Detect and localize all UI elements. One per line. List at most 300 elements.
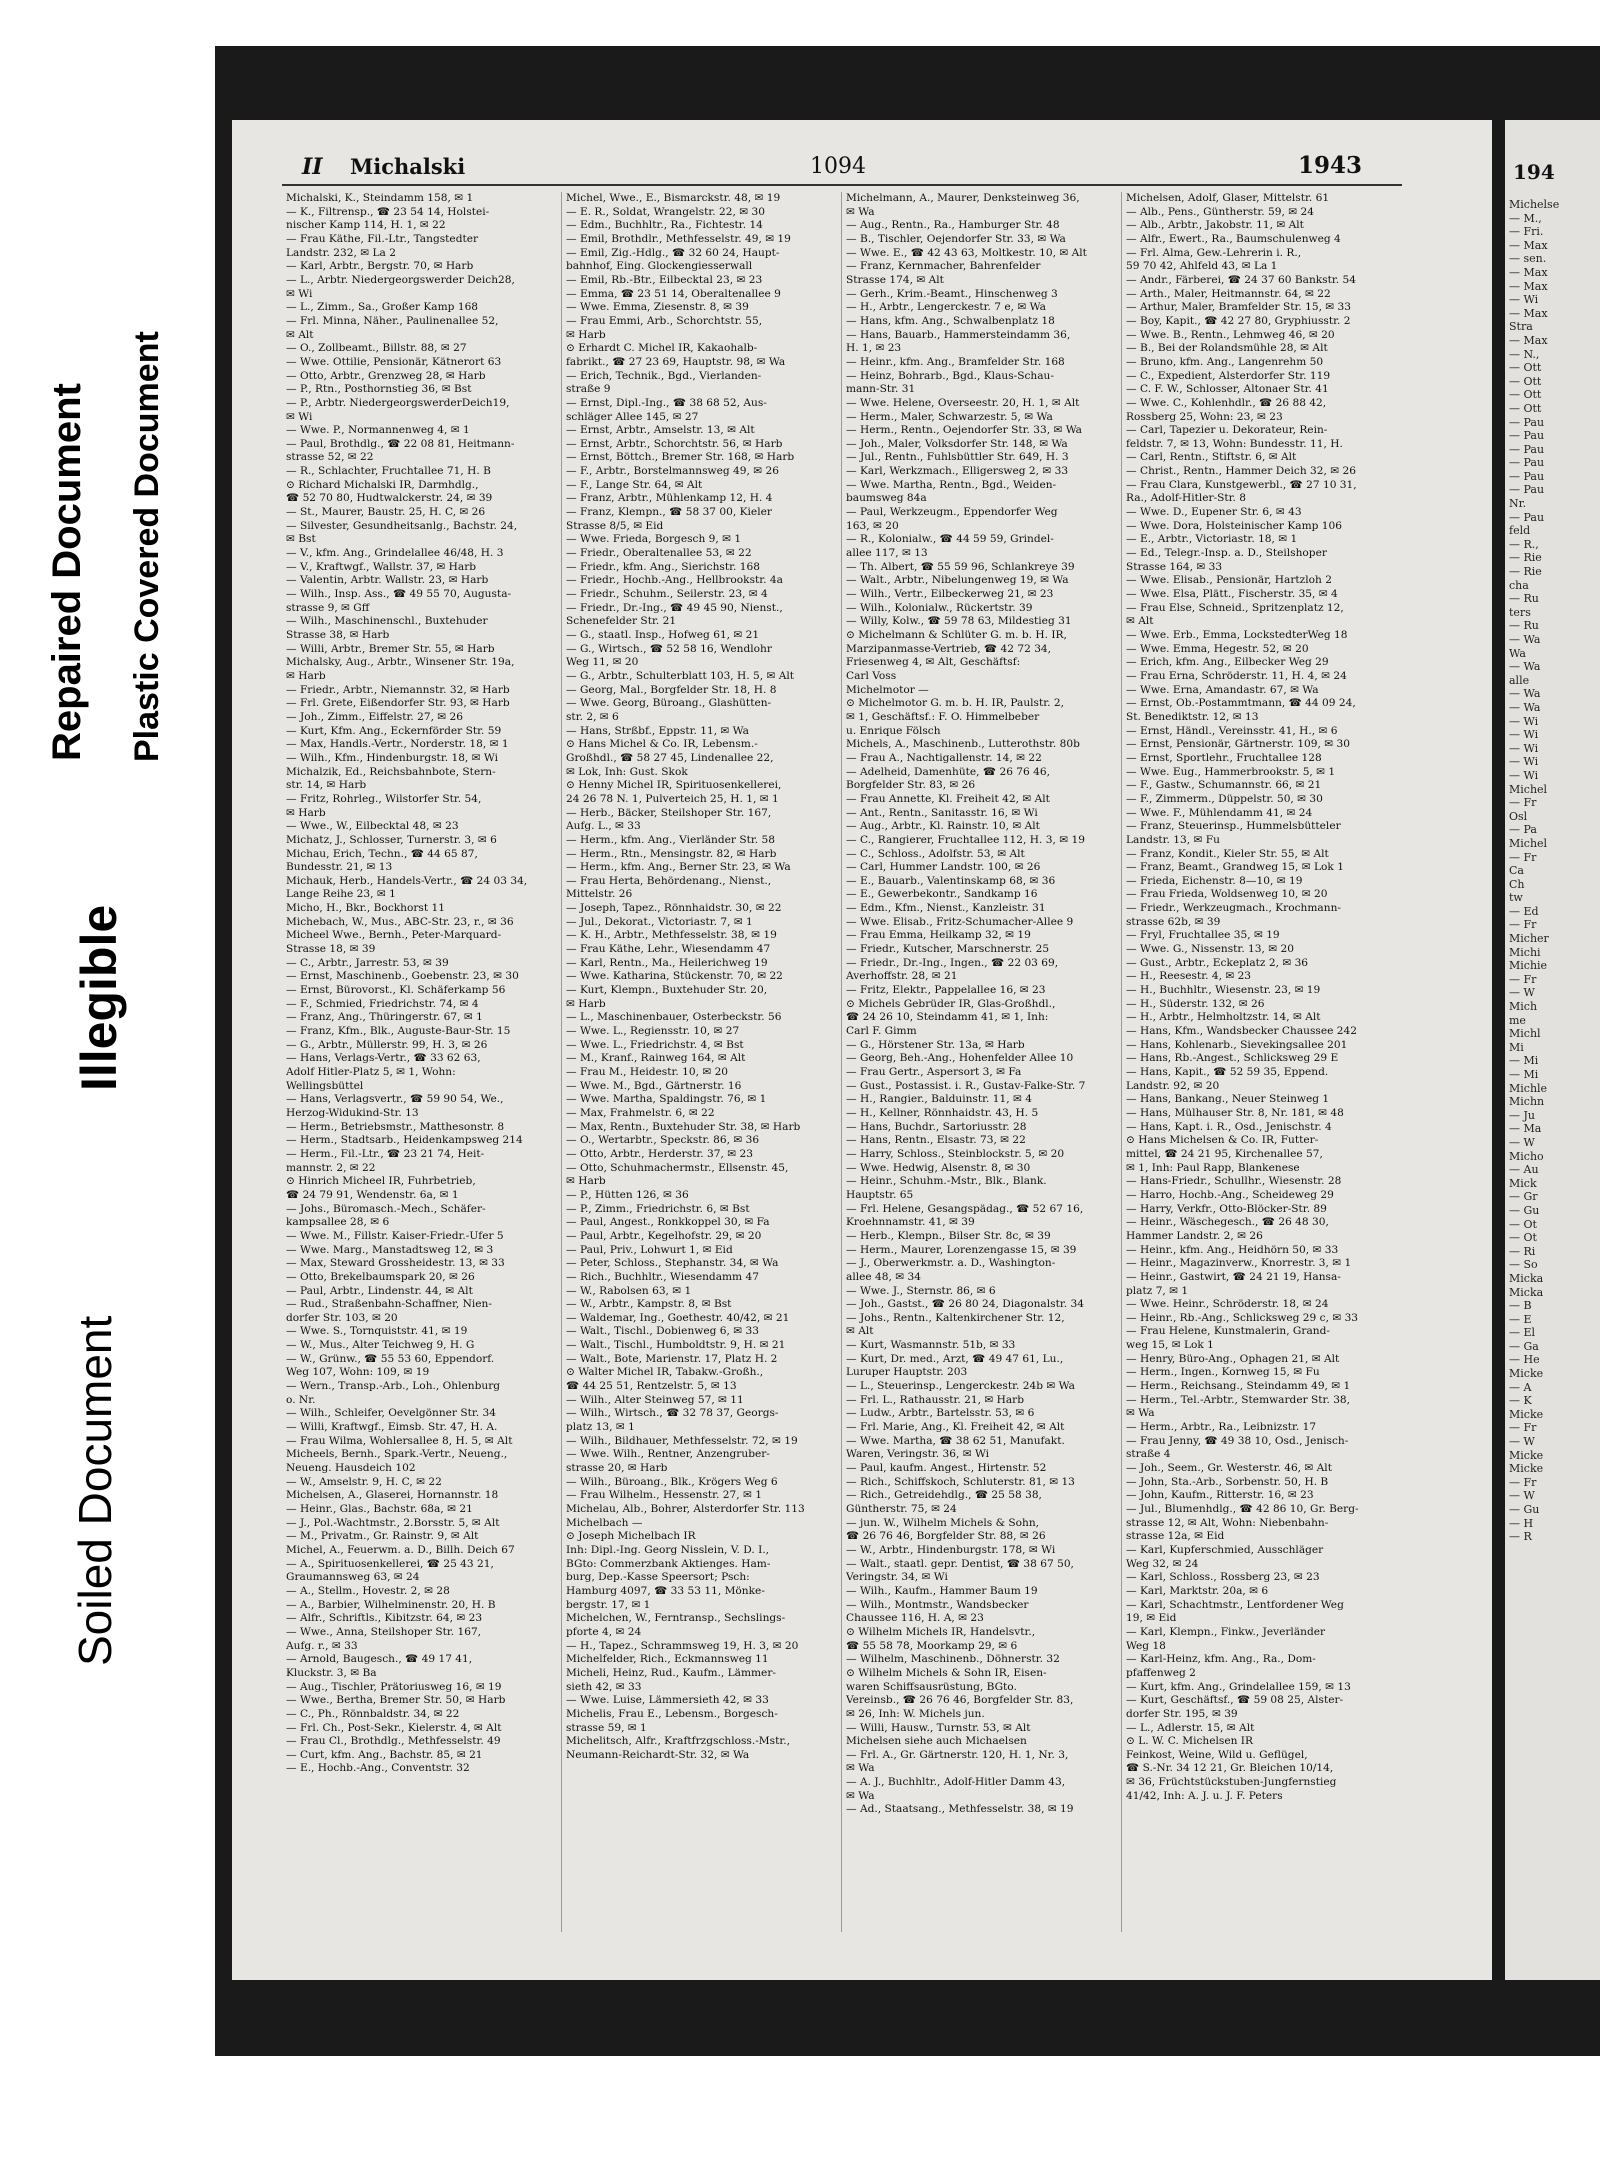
next-page-entry-stub: — Wi — [1509, 728, 1539, 742]
directory-entry-line: 41/42, Inh: A. J. u. J. F. Peters — [1126, 1789, 1283, 1802]
directory-entry-line: — Herm., kfm. Ang., Vierländer Str. 58 — [566, 833, 775, 846]
directory-entry-line: — Friedr., Werkzeugmach., Krochmann- — [1126, 902, 1341, 915]
directory-entry-line: — Carl, Hummer Landstr. 100, ✉ 26 — [846, 861, 1041, 874]
directory-entry-line: — Th. Albert, ☎ 55 59 96, Schlankreye 39 — [846, 560, 1075, 573]
next-page-entry-stub: — Ru — [1509, 592, 1539, 606]
directory-entry-line: Weg 32, ✉ 24 — [1126, 1557, 1199, 1570]
directory-entry-line: u. Enrique Fölsch — [846, 724, 941, 737]
directory-entry-line: — Ernst, Böttch., Bremer Str. 168, ✉ Harb — [566, 451, 795, 464]
directory-entry-line: — W., Rabolsen 63, ✉ 1 — [566, 1284, 692, 1297]
directory-entry-line: — Gust., Arbtr., Eckeplatz 2, ✉ 36 — [1126, 956, 1309, 969]
directory-entry-line: — Karl, Schloss., Rossberg 23, ✉ 23 — [1126, 1571, 1320, 1584]
directory-entry-line: — John, Sta.-Arb., Sorbenstr. 50, H. B — [1126, 1475, 1329, 1488]
directory-entry-line: — Wwe. S., Tornquiststr. 41, ✉ 19 — [286, 1325, 468, 1338]
directory-entry-line: Weg 107, Wohn: 109, ✉ 19 — [286, 1366, 430, 1379]
next-page-entry-stub: — Wi — [1509, 768, 1539, 782]
directory-entry-line: — Herm., kfm. Ang., Berner Str. 23, ✉ Wa — [566, 861, 791, 874]
directory-entry-line: Luruper Hauptstr. 203 — [846, 1366, 968, 1379]
directory-entry-line: Kroehnnamstr. 41, ✉ 39 — [846, 1216, 975, 1229]
directory-entry-line: — Erich, kfm. Ang., Eilbecker Weg 29 — [1126, 656, 1329, 669]
directory-entry-line: Wellingsbüttel — [286, 1079, 364, 1092]
directory-entry-line: — Wwe. C., Kohlenhdlr., ☎ 26 88 42, — [1126, 396, 1327, 409]
directory-entry-line: Michalski, K., Steindamm 158, ✉ 1 — [286, 192, 474, 204]
directory-entry-line: — G., Arbtr., Schulterblatt 103, H. 5, ✉ Alt — [566, 669, 795, 682]
soiled-document-label: Soiled Document — [69, 1315, 121, 1666]
directory-entry-line: — Wwe. J., Sternstr. 86, ✉ 6 — [846, 1284, 996, 1297]
directory-entry-line: — Frau Emma, Heilkamp 32, ✉ 19 — [846, 929, 1031, 942]
directory-entry-line: — Wwe. Wilh., Rentner, Anzengruber- — [566, 1448, 770, 1461]
directory-entry-line: pfaffenweg 2 — [1126, 1666, 1196, 1679]
directory-entry-line: — Rud., Straßenbahn-Schaffner, Nien- — [286, 1298, 492, 1311]
directory-entry-line: straße 9 — [566, 383, 611, 396]
directory-entry-line: — Wwe. Marg., Manstadtsweg 12, ✉ 3 — [286, 1243, 494, 1256]
directory-entry-line: strasse 62b, ✉ 39 — [1126, 915, 1221, 928]
next-page-entry-stub: Michel — [1509, 836, 1548, 850]
directory-entry-line: — Wwe. Ottilie, Pensionär, Kätnerort 63 — [286, 355, 502, 368]
next-page-entry-stub: — Wa — [1509, 633, 1541, 646]
directory-entry-line: Schenefelder Str. 21 — [566, 615, 677, 628]
directory-entry-line: — P., Hütten 126, ✉ 36 — [566, 1188, 689, 1201]
directory-entry-line: — Gust., Postassist. i. R., Gustav-Falke-Str. 7 — [846, 1079, 1086, 1092]
directory-entry-line: — P., Arbtr. NiedergeorgswerderDeich19, — [286, 396, 510, 409]
directory-entry-line: Graumannsweg 63, ✉ 24 — [286, 1571, 420, 1584]
directory-entry-line: — Frau Erna, Schröderstr. 11, H. 4, ✉ 24 — [1126, 669, 1347, 682]
plastic-covered-document-label: Plastic Covered Document — [128, 331, 166, 762]
directory-entry-line: Mittelstr. 26 — [566, 888, 633, 901]
directory-entry-line: — Wilh., Wirtsch., ☎ 32 78 37, Georgs- — [566, 1407, 779, 1420]
directory-entry-line: — Heinr., kfm. Ang., Bramfelder Str. 168 — [846, 355, 1065, 368]
next-page-entry-stub: Mick — [1509, 1176, 1537, 1190]
directory-entry-line: — Rich., Buchhltr., Wiesendamm 47 — [566, 1270, 759, 1283]
directory-entry-line: o. Nr. — [286, 1393, 316, 1406]
next-page-entry-stub: — W — [1509, 986, 1535, 1000]
directory-entry-line: — Herb., Klempn., Bilser Str. 8c, ✉ 39 — [846, 1229, 1051, 1242]
directory-entry-line: — Arnold, Baugesch., ☎ 49 17 41, — [286, 1653, 473, 1666]
directory-entry-line: ✉ 1, Inh: Paul Rapp, Blankenese — [1126, 1161, 1300, 1174]
next-page-entry-stub: feld — [1509, 524, 1531, 538]
next-page-entry-stub: — Pau — [1509, 442, 1545, 456]
directory-entry-line: Landstr. 13, ✉ Fu — [1126, 833, 1220, 846]
directory-entry-line: — Ernst, Arbtr., Amselstr. 13, ✉ Alt — [566, 424, 755, 437]
directory-entry-line: — J., Oberwerkmstr. a. D., Washington- — [846, 1257, 1056, 1270]
directory-entry-line: Michelfelder, Rich., Eckmannsweg 11 — [566, 1653, 769, 1666]
next-page-year: 194 — [1513, 160, 1555, 184]
directory-entry-line: Averhoffstr. 28, ✉ 21 — [846, 970, 958, 983]
directory-entry-line: Micho, H., Bkr., Bockhorst 11 — [286, 902, 445, 915]
directory-entry-line: — Friedr., Arbtr., Niemannstr. 32, ✉ Harb — [286, 683, 510, 696]
next-page-entry-stub: — Ju — [1509, 1108, 1535, 1122]
directory-entry-line: — Willy, Kolw., ☎ 59 78 63, Mildestieg 31 — [846, 615, 1072, 628]
directory-entry-line: ⊙ Michelmotor G. m. b. H. IR, Paulstr. 2, — [846, 697, 1064, 710]
directory-entry-line: — Rich., Schiffskoch, Schluterstr. 81, ✉ 13 — [846, 1475, 1075, 1488]
directory-entry-line: — Herb., Bäcker, Steilshoper Str. 167, — [566, 806, 772, 819]
directory-entry-line: — Jul., Dekorat., Victoriastr. 7, ✉ 1 — [566, 915, 753, 928]
directory-entry-line: — A., Stellm., Hovestr. 2, ✉ 28 — [286, 1584, 450, 1597]
column-2 — [562, 192, 842, 1932]
directory-entry-line: — Ant., Rentn., Sanitasstr. 16, ✉ Wi — [846, 806, 1038, 819]
directory-entry-line: ✉ Harb — [286, 806, 326, 819]
directory-entry-line: str. 14, ✉ Harb — [286, 779, 367, 792]
page-number: 1094 — [810, 154, 866, 179]
next-page-entry-stub: — N., — [1509, 347, 1540, 361]
directory-entry-line: nischer Kamp 114, H. 1, ✉ 22 — [286, 219, 446, 232]
directory-entry-line: — Friedr., Hochb.-Ang., Hellbrookstr. 4a — [566, 574, 783, 587]
directory-entry-line: ✉ Harb — [566, 997, 606, 1010]
directory-entry-line: Michels, A., Maschinenb., Lutterothstr. 80b — [846, 738, 1080, 751]
next-page-entry-stub: — Ot — [1509, 1231, 1537, 1245]
directory-entry-line: — Waldemar, Ing., Goethestr. 40/42, ✉ 21 — [566, 1311, 790, 1324]
directory-entry-line: Micheli, Heinz, Rud., Kaufm., Lämmer- — [566, 1666, 776, 1679]
next-page-entry-stub: — W — [1509, 1489, 1535, 1503]
directory-entry-line: — Gerh., Krim.-Beamt., Hinschenweg 3 — [846, 287, 1058, 300]
directory-entry-line: — W., Arbtr., Hindenburgstr. 178, ✉ Wi — [846, 1543, 1056, 1556]
directory-entry-line: — M., Privatm., Gr. Rainstr. 9, ✉ Alt — [286, 1530, 479, 1543]
directory-entry-line: — Wwe. Erb., Emma, LockstedterWeg 18 — [1126, 629, 1348, 641]
next-page-entry-stub: Micke — [1509, 1367, 1544, 1381]
directory-entry-line: — Christ., Rentn., Hammer Deich 32, ✉ 26 — [1126, 465, 1356, 478]
directory-entry-line: — Georg, Beh.-Ang., Hohenfelder Allee 10 — [846, 1052, 1074, 1065]
directory-entry-line: — Kurt, Wasmannstr. 51b, ✉ 33 — [846, 1339, 1016, 1352]
next-page-entry-stub: — Wi — [1509, 293, 1539, 307]
directory-entry-line: ⊙ Wilhelm Michels IR, Handelsvtr., — [846, 1625, 1036, 1638]
directory-entry-line: — Karl-Heinz, kfm. Ang., Ra., Dom- — [1126, 1653, 1316, 1666]
directory-entry-line: — Wwe. Erna, Amandastr. 67, ✉ Wa — [1126, 683, 1319, 696]
page-header — [232, 148, 1492, 188]
directory-entry-line: — Rich., Getreidehdlg., ☎ 25 58 38, — [846, 1489, 1042, 1502]
directory-entry-line: — Aug., Tischler, Prätoriusweg 16, ✉ 19 — [286, 1680, 502, 1693]
directory-entry-line: Michelsen siehe auch Michaelsen — [846, 1735, 1027, 1748]
directory-entry-line: ☎ 26 76 46, Borgfelder Str. 88, ✉ 26 — [846, 1530, 1046, 1543]
directory-entry-line: — Ernst, Ob.-Postammtmann, ☎ 44 09 24, — [1126, 697, 1356, 710]
directory-entry-line: — Aug., Arbtr., Kl. Rainstr. 10, ✉ Alt — [846, 820, 1040, 833]
directory-entry-line: — C., Ph., Rönnbaldstr. 34, ✉ 22 — [286, 1707, 460, 1720]
directory-entry-line: — O., Wertarbtr., Speckstr. 86, ✉ 36 — [566, 1134, 760, 1147]
directory-entry-line: — H., Tapez., Schrammsweg 19, H. 3, ✉ 20 — [566, 1639, 799, 1652]
directory-entry-line: — E., Bauarb., Valentinskamp 68, ✉ 36 — [846, 874, 1056, 887]
directory-entry-line: — B., Bei der Rolandsmühle 28, ✉ Alt — [1126, 342, 1328, 355]
directory-entry-line: Michelitsch, Alfr., Kraftfrzgschloss.-Mstr., — [566, 1735, 790, 1748]
directory-entry-line: ✉ Harb — [566, 1175, 606, 1188]
directory-entry-line: ⊙ Michels Gebrüder IR, Glas-Großhdl., — [846, 997, 1056, 1010]
next-page-entry-stub: Ca — [1509, 864, 1524, 878]
directory-entry-line: Hamburg 4097, ☎ 33 53 11, Mönke- — [566, 1584, 765, 1597]
directory-entry-line: — Wwe. Helene, Overseestr. 20, H. 1, ✉ Alt — [846, 396, 1080, 409]
directory-entry-line: — Wilh., Montmstr., Wandsbecker — [846, 1598, 1029, 1611]
directory-entry-line: — Herm., Arbtr., Ra., Leibnizstr. 17 — [1126, 1421, 1317, 1434]
directory-entry-line: — Herm., Stadtsarb., Heidenkampsweg 214 — [286, 1134, 523, 1147]
directory-entry-line: — Herm., Betriebsmstr., Matthesonstr. 8 — [286, 1120, 505, 1133]
next-page-entry-stub: — Ed — [1509, 904, 1539, 918]
directory-entry-line: 59 70 42, Ahlfeld 43, ✉ La 1 — [1126, 260, 1278, 273]
directory-entry-line: waren Schiffsausrüstung, BGto. — [846, 1680, 1017, 1693]
directory-entry-line: — Hans, Rentn., Elsastr. 73, ✉ 22 — [846, 1134, 1026, 1147]
directory-entry-line: Großhdl., ☎ 58 27 45, Lindenallee 22, — [566, 751, 774, 764]
directory-entry-line: — V., kfm. Ang., Grindelallee 46/48, H. 3 — [286, 547, 504, 560]
directory-entry-line: ☎ 24 79 91, Wendenstr. 6a, ✉ 1 — [286, 1188, 459, 1201]
directory-entry-line: — Hans, Verlags-Vertr., ☎ 33 62 63, — [286, 1052, 481, 1065]
directory-entry-line: strasse 59, ✉ 1 — [566, 1721, 647, 1734]
directory-entry-line: Michalsky, Aug., Arbtr., Winsener Str. 19a, — [286, 656, 515, 669]
directory-entry-line: — Hans, kfm. Ang., Schwalbenplatz 18 — [846, 314, 1055, 327]
directory-entry-line: — Hans, Kfm., Wandsbecker Chaussee 242 — [1126, 1025, 1357, 1038]
directory-entry-line: — Hans-Friedr., Schullhr., Wiesenstr. 28 — [1126, 1175, 1342, 1188]
directory-entry-line: — Georg, Mal., Borgfelder Str. 18, H. 8 — [566, 683, 777, 696]
directory-entry-line: ✉ Lok, Inh: Gust. Skok — [566, 765, 688, 778]
directory-entry-line: — Franz, Kfm., Blk., Auguste-Baur-Str. 15 — [286, 1025, 511, 1038]
directory-entry-line: — H., Süderstr. 132, ✉ 26 — [1126, 997, 1265, 1010]
directory-entry-line: — P., Rtn., Posthornstieg 36, ✉ Bst — [286, 383, 472, 396]
directory-entry-line: — C., Arbtr., Jarrestr. 53, ✉ 39 — [286, 956, 449, 969]
directory-entry-line: Michatz, J., Schlosser, Turnerstr. 3, ✉ 6 — [286, 833, 497, 846]
directory-entry-line: BGto: Commerzbank Aktienges. Ham- — [566, 1557, 771, 1570]
directory-entry-line: baumsweg 84a — [846, 492, 927, 505]
next-page-entry-stub: — H — [1509, 1516, 1534, 1530]
directory-entry-line: — Alb., Pens., Güntherstr. 59, ✉ 24 — [1126, 205, 1314, 218]
directory-entry-line: ⊙ Walter Michel IR, Tabakw.-Großh., — [566, 1366, 764, 1379]
next-page-entry-stub: Micke — [1509, 1462, 1544, 1476]
directory-entry-line: — Hans, Strßbf., Eppstr. 11, ✉ Wa — [566, 724, 749, 737]
next-page-entry-stub: me — [1509, 1013, 1526, 1027]
directory-entry-line: Veringstr. 34, ✉ Wi — [846, 1571, 948, 1584]
next-page-entry-stub: — Max — [1509, 238, 1548, 252]
next-page-entry-stub: Mi — [1509, 1040, 1524, 1054]
directory-entry-line: — Hans, Buchdr., Sartoriusstr. 28 — [846, 1120, 1027, 1133]
directory-entry-line: — Heinr., Magazinverw., Knorrestr. 3, ✉ 1 — [1126, 1257, 1352, 1270]
next-page-entry-stub: — Ott — [1509, 401, 1542, 415]
directory-entry-line: — Kurt, Dr. med., Arzt, ☎ 49 47 61, Lu., — [846, 1352, 1064, 1365]
directory-entry-line: — Walt., Bote, Marienstr. 17, Platz H. 2 — [566, 1352, 778, 1365]
directory-entry-line: — Wwe. Elisab., Pensionär, Hartzloh 2 — [1126, 574, 1332, 587]
directory-entry-line: Micheels, Bernh., Spark.-Vertr., Neueng., — [286, 1448, 508, 1461]
next-page-entry-stub: — Rie — [1509, 551, 1542, 565]
directory-entry-line: — Frau Annette, Kl. Freiheit 42, ✉ Alt — [846, 792, 1050, 805]
next-page-entry-stub: — Ott — [1509, 374, 1542, 388]
directory-entry-line: — Kurt, Geschäftsf., ☎ 59 08 25, Alster- — [1126, 1694, 1344, 1707]
directory-entry-line: Lange Reihe 23, ✉ 1 — [286, 888, 396, 901]
directory-entry-line: Strasse 164, ✉ 33 — [1126, 560, 1223, 573]
directory-entry-line: strasse 52, ✉ 22 — [286, 451, 374, 464]
directory-entry-line: — jun. W., Wilhelm Michels & Sohn, — [846, 1516, 1040, 1529]
directory-entry-line: — H., Arbtr., Lengerckestr. 7 e, ✉ Wa — [846, 301, 1046, 314]
directory-entry-line: Marzipanmasse-Vertrieb, ☎ 42 72 34, — [846, 642, 1052, 655]
next-page-entry-stub: — W — [1509, 1435, 1535, 1449]
directory-entry-line: Weg 11, ✉ 20 — [566, 656, 639, 669]
directory-entry-line: — Wwe. Elisab., Fritz-Schumacher-Allee 9 — [846, 915, 1074, 928]
directory-entry-line: — Harry, Verkfr., Otto-Blöcker-Str. 89 — [1126, 1202, 1327, 1215]
directory-entry-line: Adolf Hitler-Platz 5, ✉ 1, Wohn: — [286, 1066, 456, 1078]
directory-entry-line: — Henry, Büro-Ang., Ophagen 21, ✉ Alt — [1126, 1352, 1340, 1365]
directory-entry-line: — Wwe. E., ☎ 42 43 63, Moltkestr. 10, ✉ Alt — [846, 246, 1087, 259]
directory-entry-line: — Wwe. Luise, Lämmersieth 42, ✉ 33 — [566, 1694, 769, 1707]
running-head-name: Michalski — [350, 154, 466, 179]
directory-entry-line: — Joh., Gastst., ☎ 26 80 24, Diagonalstr. 34 — [846, 1298, 1084, 1311]
directory-entry-line: Bundesstr. 21, ✉ 13 — [286, 861, 393, 874]
directory-entry-line: — Erich, Technik., Bgd., Vierlanden- — [566, 369, 762, 382]
next-page-entry-stub: Wa — [1509, 646, 1526, 660]
directory-entry-line: — Kurt, kfm. Ang., Grindelallee 159, ✉ 13 — [1126, 1680, 1351, 1693]
directory-entry-line: Landstr. 92, ✉ 20 — [1126, 1079, 1220, 1092]
directory-entry-line: — Carl, Tapezier u. Dekorateur, Rein- — [1126, 424, 1328, 437]
directory-entry-line: — Karl, Rentn., Ma., Heilerichweg 19 — [566, 956, 768, 969]
next-page-entry-stub: — R., — [1509, 537, 1539, 551]
directory-entry-line: — Friedr., Dr.-Ing., ☎ 49 45 90, Nienst., — [566, 601, 783, 614]
directory-entry-line: ✉ Wa — [846, 1789, 875, 1802]
directory-entry-line: — Wwe. M., Bgd., Gärtnerstr. 16 — [566, 1079, 742, 1092]
directory-entry-line: — Wilh., Büroang., Blk., Krögers Weg 6 — [566, 1475, 778, 1488]
directory-entry-line: ☎ 52 70 80, Hudtwalckerstr. 24, ✉ 39 — [286, 492, 493, 505]
directory-entry-line: Güntherstr. 75, ✉ 24 — [846, 1503, 957, 1515]
directory-entry-line: — Fritz, Elektr., Pappelallee 16, ✉ 23 — [846, 984, 1046, 997]
directory-entry-line: Michau, Erich, Techn., ☎ 44 65 87, — [286, 847, 478, 860]
directory-entry-line: — Hans, Verlagsvertr., ☎ 59 90 54, We., — [286, 1093, 504, 1106]
directory-entry-line: — Wwe. F., Mühlendamm 41, ✉ 24 — [1126, 806, 1313, 819]
directory-entry-line: — Wilh., Kolonialw., Rückertstr. 39 — [846, 601, 1033, 614]
directory-entry-line: burg, Dep.-Kasse Speersort; Psch: — [566, 1571, 750, 1584]
directory-entry-line: H. 1, ✉ 23 — [846, 342, 902, 355]
directory-entry-line: Neumann-Reichardt-Str. 32, ✉ Wa — [566, 1748, 750, 1761]
next-page-entry-stub: — A — [1509, 1380, 1532, 1394]
directory-entry-line: — Arth., Maler, Heitmannstr. 64, ✉ 22 — [1126, 287, 1331, 300]
directory-entry-line: Michel, Wwe., E., Bismarckstr. 48, ✉ 19 — [566, 192, 781, 204]
directory-entry-line: — C., Rangierer, Fruchtallee 112, H. 3, ✉ 19 — [846, 833, 1085, 846]
next-page-entry-stub: — Fr — [1509, 1421, 1537, 1435]
bottom-margin — [0, 2056, 1600, 2177]
directory-entry-line: — Franz, Beamt., Grandweg 15, ✉ Lok 1 — [1126, 861, 1344, 874]
directory-entry-line: allee 117, ✉ 13 — [846, 547, 928, 560]
year: 1943 — [1297, 152, 1362, 179]
directory-entry-line: — Wwe. Elsa, Plätt., Fischerstr. 35, ✉ 4 — [1126, 588, 1338, 601]
next-page-entry-stub: Michle — [1509, 1081, 1548, 1095]
directory-entry-line: — Fritz, Rohrleg., Wilstorfer Str. 54, — [286, 792, 482, 805]
directory-entry-line: — Frau Jenny, ☎ 49 38 10, Osd., Jenisch- — [1126, 1434, 1349, 1447]
directory-entry-line: — Otto, Brekelbaumspark 20, ✉ 26 — [286, 1270, 475, 1283]
directory-entry-line: kampsallee 28, ✉ 6 — [286, 1216, 390, 1229]
directory-entry-line: — Franz, Ang., Thüringerstr. 67, ✉ 1 — [286, 1011, 483, 1024]
directory-entry-line: — B., Tischler, Oejendorfer Str. 33, ✉ Wa — [846, 232, 1066, 245]
directory-entry-line: ⊙ Erhardt C. Michel IR, Kakaohalb- — [566, 342, 758, 355]
directory-entry-line: ⊙ Joseph Michelbach IR — [566, 1530, 696, 1543]
directory-entry-line: Kluckstr. 3, ✉ Ba — [286, 1666, 377, 1679]
directory-entry-line: — Hans, Rb.-Angest., Schlicksweg 29 E — [1126, 1052, 1339, 1065]
directory-entry-line: ✉ Harb — [566, 328, 606, 341]
next-page-entry-stub: — El — [1509, 1326, 1536, 1340]
next-page-entry-stub: Michel — [1509, 782, 1548, 796]
directory-entry-line: — L., Zimm., Sa., Großer Kamp 168 — [286, 301, 479, 314]
next-page-edge — [1505, 120, 1600, 1980]
directory-entry-line: — Ernst, Bürovorst., Kl. Schäferkamp 56 — [286, 984, 506, 997]
directory-entry-line: — Edm., Kfm., Nienst., Kanzleistr. 31 — [846, 902, 1046, 915]
directory-entry-line: Neueng. Hausdeich 102 — [286, 1462, 416, 1475]
directory-entry-line: — Emil, Zig.-Hdlg., ☎ 32 60 24, Haupt- — [566, 246, 780, 259]
directory-entry-line: ✉ Harb — [286, 669, 326, 682]
directory-entry-line: — Paul, kaufm. Angest., Hirtenstr. 52 — [846, 1462, 1047, 1475]
next-page-entry-stub: Micka — [1509, 1285, 1544, 1299]
next-page-entry-stub: — Gu — [1509, 1503, 1540, 1516]
directory-entry-line: — Alfr., Ewert., Ra., Baumschulenweg 4 — [1126, 232, 1341, 245]
directory-entry-line: — Wilh., Alter Steinweg 57, ✉ 11 — [566, 1393, 744, 1406]
directory-entry-line: — E., Arbtr., Victoriastr. 18, ✉ 1 — [1126, 533, 1298, 546]
directory-entry-line: Ra., Adolf-Hitler-Str. 8 — [1126, 492, 1247, 505]
directory-entry-line: Carl Voss — [846, 669, 897, 682]
next-page-stubs — [1505, 198, 1600, 1544]
directory-entry-line: — F., Schmied, Friedrichstr. 74, ✉ 4 — [286, 997, 479, 1010]
directory-entry-line: — Herm., Maler, Schwarzestr. 5, ✉ Wa — [846, 410, 1053, 423]
directory-entry-line: ✉ Alt — [846, 1325, 874, 1338]
directory-entry-line: — Ernst, Dipl.-Ing., ☎ 38 68 52, Aus- — [566, 396, 767, 409]
directory-entry-line: — Heinz, Bohrarb., Bgd., Klaus-Schau- — [846, 369, 1054, 382]
directory-entry-line: — G., Wirtsch., ☎ 52 58 16, Wendlohr — [566, 642, 772, 655]
directory-entry-line: — G., Arbtr., Müllerstr. 99, H. 3, ✉ 26 — [286, 1038, 488, 1051]
next-page-entry-stub: — Ma — [1509, 1122, 1542, 1136]
directory-entry-line: Michelsen, Adolf, Glaser, Mittelstr. 61 — [1126, 192, 1330, 204]
directory-entry-line: — C., Schloss., Adolfstr. 53, ✉ Alt — [846, 847, 1025, 860]
next-page-entry-stub: — Max — [1509, 333, 1548, 347]
directory-entry-line: schläger Allee 145, ✉ 27 — [566, 410, 699, 423]
directory-entry-line: ⊙ Richard Michalski IR, Darmhdlg., — [286, 478, 479, 491]
directory-entry-line: — Max, Steward Grossheidestr. 13, ✉ 33 — [286, 1257, 505, 1270]
next-page-entry-stub: — E — [1509, 1312, 1532, 1326]
directory-entry-line: Michelmotor — — [846, 683, 929, 696]
directory-entry-line: — Frl. A., Gr. Gärtnerstr. 120, H. 1, Nr. 3, — [846, 1748, 1069, 1761]
next-page-entry-stub: — Ru — [1509, 619, 1539, 633]
directory-entry-line: — Ernst, Pensionär, Gärtnerstr. 109, ✉ 30 — [1126, 738, 1350, 751]
directory-entry-line: — Paul, Arbtr., Kegelhofstr. 29, ✉ 20 — [566, 1229, 762, 1242]
next-page-entry-stub: — Wa — [1509, 700, 1541, 714]
directory-entry-line: — Wwe. Hedwig, Alsenstr. 8, ✉ 30 — [846, 1161, 1031, 1174]
next-page-entry-stub: — Fr — [1509, 972, 1537, 986]
next-page-entry-stub: — Wi — [1509, 741, 1539, 755]
directory-entry-line: Michelsen, A., Glaserei, Hornannstr. 18 — [286, 1489, 499, 1502]
directory-entry-line: — Wwe. Emma, Hegestr. 52, ✉ 20 — [1126, 642, 1309, 655]
directory-entry-line: — Hans, Kapit., ☎ 52 59 35, Eppend. — [1126, 1066, 1329, 1078]
directory-entry-line: — Ludw., Arbtr., Bartelsstr. 53, ✉ 6 — [846, 1407, 1035, 1420]
directory-entry-line: — Frl. Marie, Ang., Kl. Freiheit 42, ✉ Alt — [846, 1421, 1065, 1434]
directory-entry-line: Friesenweg 4, ✉ Alt, Geschäftsf: — [846, 656, 1021, 669]
directory-entry-line: — Kurt, Klempn., Buxtehuder Str. 20, — [566, 984, 768, 997]
directory-entry-line: — A., Barbier, Wilhelminenstr. 20, H. B — [286, 1598, 496, 1611]
directory-entry-line: — Otto, Schuhmachermstr., Ellsenstr. 45, — [566, 1161, 789, 1174]
directory-entry-line: Feinkost, Weine, Wild u. Geflügel, — [1126, 1748, 1308, 1761]
directory-entry-line: — Emil, Brothdlr., Methfesselstr. 49, ✉ 19 — [566, 232, 791, 245]
directory-entry-line: — Wwe. L., Friedrichstr. 4, ✉ Bst — [566, 1038, 744, 1051]
directory-entry-line: — Joseph, Tapez., Rönnhaidstr. 30, ✉ 22 — [566, 902, 782, 915]
directory-entry-line: Aufg. r., ✉ 33 — [286, 1639, 358, 1652]
next-page-entry-stub: Ch — [1509, 877, 1525, 891]
directory-entry-line: — Wern., Transp.-Arb., Loh., Ohlenburg — [286, 1380, 501, 1393]
next-page-entry-stub: Micher — [1509, 932, 1549, 946]
directory-entry-line: — H., Buchhltr., Wiesenstr. 23, ✉ 19 — [1126, 984, 1321, 997]
directory-entry-line: — Herm., Reichsang., Steindamm 49, ✉ 1 — [1126, 1380, 1351, 1393]
directory-entry-line: — Herm., Ingen., Kornweg 15, ✉ Fu — [1126, 1366, 1320, 1379]
directory-entry-line: — Friedr., kfm. Ang., Sierichstr. 168 — [566, 560, 760, 573]
directory-entry-line: — Wilh., Kaufm., Hammer Baum 19 — [846, 1584, 1038, 1597]
directory-entry-line: — Karl, Klempn., Finkw., Jeverländer — [1126, 1625, 1326, 1638]
directory-entry-line: — W., Arbtr., Kampstr. 8, ✉ Bst — [566, 1298, 732, 1311]
directory-entry-line: — Friedr., Dr.-Ing., Ingen., ☎ 22 03 69, — [846, 956, 1059, 969]
next-page-entry-stub: tw — [1509, 891, 1523, 905]
directory-entry-line: — Heinr., Rb.-Ang., Schlicksweg 29 c, ✉ 33 — [1126, 1311, 1359, 1324]
directory-entry-line: Michelbach — — [566, 1516, 643, 1529]
directory-entry-line: — M., Kranf., Rainweg 164, ✉ Alt — [566, 1052, 746, 1065]
directory-entry-line: strasse 9, ✉ Gff — [286, 601, 370, 614]
directory-entry-line: — W., Grünw., ☎ 55 53 60, Eppendorf. — [286, 1352, 495, 1365]
next-page-entry-stub: — Pau — [1509, 469, 1545, 483]
directory-entry-line: — Willi, Hausw., Turnstr. 53, ✉ Alt — [846, 1721, 1031, 1734]
illegible-label: Illegible — [71, 904, 127, 1091]
directory-entry-line: — Heinr., Gastwirt, ☎ 24 21 19, Hansa- — [1126, 1270, 1341, 1283]
next-page-entry-stub: — Ott — [1509, 388, 1542, 402]
directory-entry-line: — Joh., Zimm., Eiffelstr. 27, ✉ 26 — [286, 710, 464, 723]
